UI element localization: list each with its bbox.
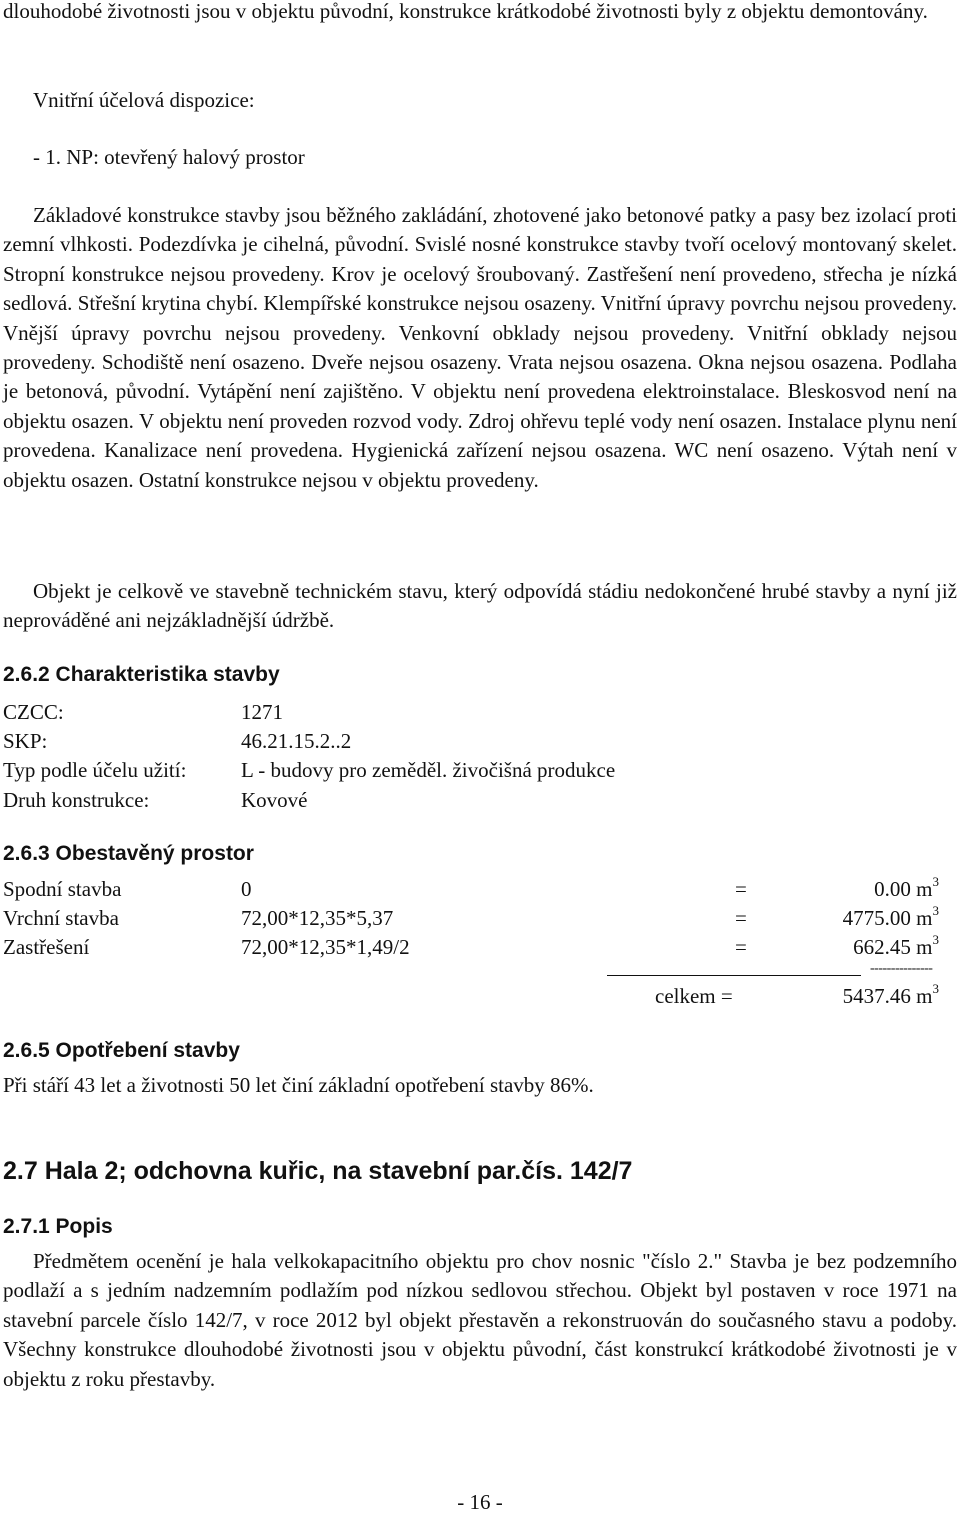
characteristic-value: 46.21.15.2..2 (241, 729, 352, 753)
unit-exponent: 3 (932, 874, 939, 889)
disposition-item: - 1. NP: otevřený halový prostor (33, 145, 305, 169)
volume-label: Spodní stavba (3, 877, 122, 901)
characteristic-value: Kovové (241, 788, 308, 812)
intro-paragraph: dlouhodobé životnosti jsou v objektu původní, konstrukce krátkodobé životnosti byly z objektu demontovány. (3, 0, 928, 23)
volume-formula: 72,00*12,35*1,49/2 (241, 935, 410, 959)
volume-total-label: celkem = (655, 984, 733, 1008)
section-heading-27: 2.7 Hala 2; odchovna kuřic, na stavební par.čís. 142/7 (3, 1157, 633, 1185)
volume-row (3, 933, 957, 962)
volume-equals: = (735, 935, 747, 959)
characteristic-value: 1271 (241, 700, 283, 724)
characteristic-label: Druh konstrukce: (3, 788, 150, 812)
characteristic-row (3, 786, 957, 815)
state-paragraph: Objekt je celkově ve stavebně technickém stavu, který odpovídá stádiu nedokončené hrubé stavby a nyní již neprováděné ani nejzákladnější údržbě. (3, 579, 957, 633)
volume-value: 662.45 $m^3$ (853, 932, 939, 959)
section-heading-271: 2.7.1 Popis (3, 1215, 113, 1238)
unit-exponent: 3 (932, 903, 939, 918)
section-heading-263: 2.6.3 Obestavěný prostor (3, 842, 254, 865)
unit-exponent: 3 (932, 981, 939, 996)
page-number: - 16 - (457, 1490, 503, 1514)
characteristic-row (3, 698, 957, 727)
volume-equals: = (735, 906, 747, 930)
section-heading-265: 2.6.5 Opotřebení stavby (3, 1039, 240, 1062)
volume-formula: 72,00*12,35*5,37 (241, 906, 394, 930)
volume-equals: = (735, 877, 747, 901)
disposition-heading: Vnitřní účelová dispozice: (33, 88, 255, 112)
characteristic-label: CZCC: (3, 700, 64, 724)
volume-total-row (3, 982, 957, 1011)
characteristic-row (3, 727, 957, 756)
wear-text: Při stáří 43 let a životnosti 50 let činí základní opotřebení stavby 86%. (3, 1073, 594, 1097)
description-paragraph: Předmětem ocenění je hala velkokapacitního objektu pro chov nosnic "číslo 2." Stavba je bez podzemního podlaží a s jedním nadzemním podlažím pod nízkou sedlovou střechou. Objekt byl postaven v roce 1971 na stavební parcele číslo 142/7, v roce 2012 byl objekt přestavěn a rekonstruován do současného stavu a podoby. Všechny konstrukce dlouhodobé životnosti jsou v objektu původní, část konstrukcí krátkodobé životnosti je v objektu z roku přestavby. (3, 1249, 957, 1391)
sum-divider (607, 975, 861, 976)
unit-exponent: 3 (932, 932, 939, 947)
characteristic-label: SKP: (3, 729, 48, 753)
volume-row (3, 875, 957, 904)
volume-total-value: 5437.46 $m^3$ (842, 981, 939, 1008)
volume-label: Vrchní stavba (3, 906, 119, 930)
characteristic-label: Typ podle účelu užití: (3, 758, 187, 782)
section-heading-262: 2.6.2 Charakteristika stavby (3, 663, 280, 686)
volume-value: 4775.00 $m^3$ (842, 903, 939, 930)
volume-row (3, 904, 957, 933)
volume-value: 0.00 $m^3$ (874, 874, 939, 901)
sum-dashes: --------------- (870, 961, 933, 976)
construction-paragraph: Základové konstrukce stavby jsou běžného zakládání, zhotovené jako betonové patky a pasy bez izolací proti zemní vlhkosti. Podezdívka je cihelná, původní. Svislé nosné konstrukce stavby tvoří ocelový montovaný skelet. Stropní konstrukce nejsou provedeny. Krov je ocelový šroubovaný. Zastřešení není provedeno, střecha je nízká sedlová. Střešní krytina chybí. Klempířské konstrukce nejsou osazeny. Vnitřní úpravy povrchu nejsou provedeny. Vnější úpravy povrchu nejsou provedeny. Venkovní obklady nejsou provedeny. Vnitřní obklady nejsou provedeny. Schodiště není osazeno. Dveře nejsou osazeny. Vrata nejsou osazena. Okna nejsou osazena. Podlaha je betonová, původní. Vytápění není zajištěno. V objektu není provedena elektroinstalace. Bleskosvod není na objektu osazen. V objektu není proveden rozvod vody. Zdroj ohřevu teplé vody není osazen. Instalace plynu není provedena. Kanalizace není provedena. Hygienická zařízení nejsou osazena. WC není osazeno. Výtah není v objektu osazen. Ostatní konstrukce nejsou v objektu provedeny. (3, 203, 957, 492)
characteristic-value: L - budovy pro zeměděl. živočišná produkce (241, 758, 616, 782)
characteristic-row (3, 756, 957, 785)
volume-label: Zastřešení (3, 935, 90, 959)
volume-formula: 0 (241, 877, 252, 901)
